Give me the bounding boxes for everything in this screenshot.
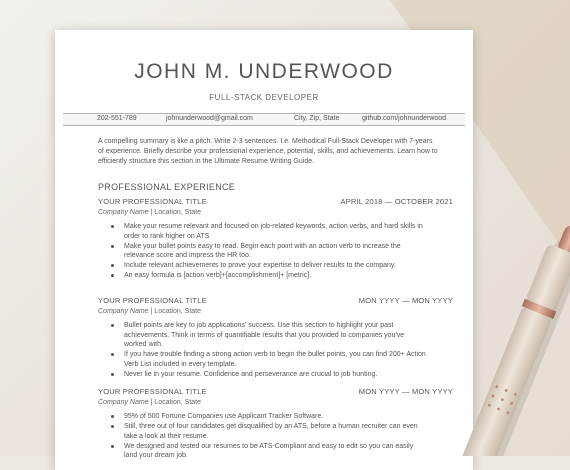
- bullet-item: If you have trouble finding a strong action verb to begin the bullet points, you can find 200+ Action Verb List included in every template.: [98, 350, 428, 369]
- bullet-dot-icon: [111, 225, 114, 228]
- bullet-dot-icon: [111, 415, 114, 418]
- summary-paragraph: A compelling summary is like a pitch. Write 2-3 sentences. I.e. Methodical Full-Stack Developer with 7-years of experience. Briefly describe your professional experience, potential, skills, and achievements. Learn how to efficiently structure this section in the Ultimate Resume Writing Guide.: [98, 138, 438, 165]
- company-location: | Location, State: [150, 209, 201, 216]
- bullet-dot-icon: [111, 353, 114, 356]
- company-location: | Location, State: [150, 308, 201, 315]
- bullet-item: Bullet points are key to job applications' success. Use this section to highlight your past achievements. Think in terms of quantifiable results that you provided to companies you've worked with.: [98, 321, 428, 350]
- bullet-dot-icon: [111, 373, 114, 376]
- bullet-item: 95% of 500 Fortune Companies use Applicant Tracker Software.: [98, 412, 428, 422]
- contact-github: github.com/johnunderwood: [362, 115, 447, 122]
- company-name: Company Name: [98, 308, 149, 315]
- section-title-experience: PROFESSIONAL EXPERIENCE: [98, 182, 236, 192]
- job-bullets: [98, 222, 428, 281]
- bullet-item: Include relevant achievements to prove your expertise to deliver results to the company.: [98, 261, 428, 271]
- bullet-item: Make your bullet points easy to read. Begin each point with an action verb to increase the relevance score and impress the HR too.: [98, 242, 428, 261]
- job-dates: MON YYYY — MON YYYY: [358, 387, 453, 396]
- bullet-dot-icon: [111, 264, 114, 267]
- bullet-item: Never lie in your resume. Confidence and perseverance are crucial to job hunting.: [98, 370, 428, 380]
- bullet-item: We designed and tested our resumes to be ATS-Compliant and easy to edit so you can easily land your dream job.: [98, 442, 428, 461]
- job-company: [98, 399, 201, 406]
- bullet-item: Make your resume relevant and focused on job-related keywords, action verbs, and hard skills in order to rank higher on ATS: [98, 222, 428, 241]
- job-title: YOUR PROFESSIONAL TITLE: [98, 197, 207, 206]
- job-company: [98, 209, 201, 216]
- job-bullets: [98, 412, 428, 461]
- bullet-dot-icon: [111, 324, 114, 327]
- company-name: Company Name: [98, 399, 149, 406]
- bullet-dot-icon: [111, 425, 114, 428]
- contact-location: City, Zip, State: [294, 115, 340, 122]
- job-title: YOUR PROFESSIONAL TITLE: [98, 387, 207, 396]
- resume-name: JOHN M. UNDERWOOD: [134, 60, 394, 83]
- company-location: | Location, State: [150, 399, 201, 406]
- bullet-item: An easy formula is [action verb]+[accomplishment]+ [metric].: [98, 271, 428, 281]
- bullet-dot-icon: [111, 245, 114, 248]
- job-dates: APRIL 2018 — OCTOBER 2021: [340, 197, 453, 206]
- job-dates: MON YYYY — MON YYYY: [358, 296, 453, 305]
- contact-email: johnunderwood@gmail.com: [166, 115, 253, 122]
- job-bullets: [98, 321, 428, 380]
- job-title: YOUR PROFESSIONAL TITLE: [98, 296, 207, 305]
- bullet-item: Still, three out of four candidates get disqualified by an ATS, before a human recruiter can even take a look at their resume.: [98, 422, 428, 441]
- job-company: [98, 308, 201, 315]
- bullet-dot-icon: [111, 274, 114, 277]
- company-name: Company Name: [98, 209, 149, 216]
- resume-subtitle: FULL-STACK DEVELOPER: [209, 93, 319, 102]
- resume-page: [55, 30, 473, 470]
- bullet-dot-icon: [111, 445, 114, 448]
- contact-phone: 202-551-789: [97, 115, 137, 122]
